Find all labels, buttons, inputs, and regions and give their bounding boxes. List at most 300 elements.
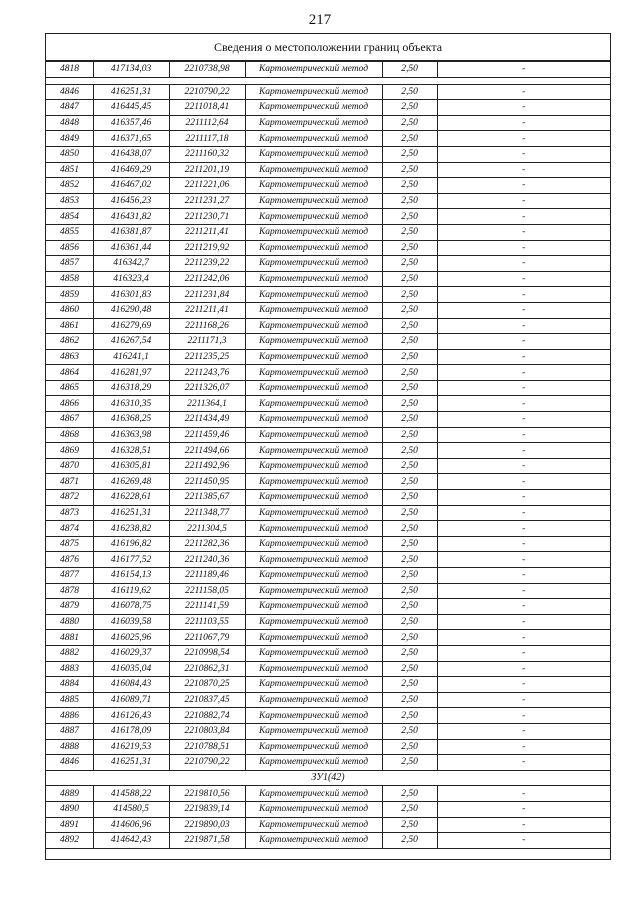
cell-x: 416119,62: [93, 583, 169, 599]
cell-x: 416084,43: [93, 677, 169, 693]
cell-y: 2211450,95: [169, 474, 245, 490]
cell-method: Картометрический метод: [245, 412, 382, 428]
cell-method: Картометрический метод: [245, 692, 382, 708]
cell-y: 2211211,41: [169, 302, 245, 318]
cell-x: 416177,52: [93, 552, 169, 568]
cell-x: 416089,71: [93, 692, 169, 708]
cell-y: 2210870,25: [169, 677, 245, 693]
cell-method: Картометрический метод: [245, 786, 382, 802]
cell-accuracy: 2,50: [382, 162, 437, 178]
cell-x: 416281,97: [93, 365, 169, 381]
cell-point: 4860: [46, 302, 93, 318]
cell-note: -: [437, 817, 610, 833]
cell-method: Картометрический метод: [245, 661, 382, 677]
cell-x: 416361,44: [93, 240, 169, 256]
cell-accuracy: 2,50: [382, 536, 437, 552]
cell-accuracy: 2,50: [382, 62, 437, 78]
table-row: [46, 271, 610, 287]
cell-note: -: [437, 412, 610, 428]
cell-y: 2211141,59: [169, 599, 245, 615]
cell-y: 2211201,19: [169, 162, 245, 178]
table-row: [46, 786, 610, 802]
cell-y: 2210790,22: [169, 84, 245, 100]
cell-note: -: [437, 209, 610, 225]
cell-accuracy: 2,50: [382, 614, 437, 630]
cell-accuracy: 2,50: [382, 786, 437, 802]
table-row: [46, 349, 610, 365]
cell-point: 4864: [46, 365, 93, 381]
cell-method: Картометрический метод: [245, 240, 382, 256]
cell-method: Картометрический метод: [245, 645, 382, 661]
cell-accuracy: 2,50: [382, 739, 437, 755]
cell-x: 416035,04: [93, 661, 169, 677]
table-row: [46, 62, 610, 78]
cell-note: -: [437, 62, 610, 78]
cell-accuracy: 2,50: [382, 380, 437, 396]
table-row: [46, 380, 610, 396]
table-row: [46, 162, 610, 178]
cell-accuracy: 2,50: [382, 583, 437, 599]
cell-accuracy: 2,50: [382, 146, 437, 162]
cell-x: 416323,4: [93, 271, 169, 287]
table-row: [46, 568, 610, 584]
table-row: [46, 817, 610, 833]
cell-method: Картометрический метод: [245, 302, 382, 318]
cell-y: 2211221,06: [169, 178, 245, 194]
cell-note: -: [437, 146, 610, 162]
cell-method: Картометрический метод: [245, 100, 382, 116]
cell-method: Картометрический метод: [245, 209, 382, 225]
cell-point: 4884: [46, 677, 93, 693]
cell-point: 4885: [46, 692, 93, 708]
cell-method: Картометрический метод: [245, 84, 382, 100]
table-row: [46, 84, 610, 100]
cell-x: 416368,25: [93, 412, 169, 428]
cell-note: -: [437, 427, 610, 443]
cell-method: Картометрический метод: [245, 365, 382, 381]
table-row: [46, 614, 610, 630]
cell-method: Картометрический метод: [245, 614, 382, 630]
cell-note: -: [437, 193, 610, 209]
cell-point: 4846: [46, 755, 93, 771]
cell-accuracy: 2,50: [382, 224, 437, 240]
cell-point: 4855: [46, 224, 93, 240]
cell-point: 4870: [46, 458, 93, 474]
cell-accuracy: 2,50: [382, 490, 437, 506]
cell-y: 2219810,56: [169, 786, 245, 802]
table-row: [46, 474, 610, 490]
cell-x: 416078,75: [93, 599, 169, 615]
cell-y: 2211282,36: [169, 536, 245, 552]
cell-x: 416328,51: [93, 443, 169, 459]
cell-point: 4880: [46, 614, 93, 630]
cell-x: 417134,03: [93, 62, 169, 78]
cell-point: 4877: [46, 568, 93, 584]
cell-point: 4856: [46, 240, 93, 256]
table-row: [46, 365, 610, 381]
cell-note: -: [437, 380, 610, 396]
cell-x: 416267,54: [93, 334, 169, 350]
cell-accuracy: 2,50: [382, 645, 437, 661]
cell-y: 2211103,55: [169, 614, 245, 630]
cell-y: 2211230,71: [169, 209, 245, 225]
cell-y: 2219839,14: [169, 801, 245, 817]
table-row: [46, 458, 610, 474]
cell-accuracy: 2,50: [382, 630, 437, 646]
cell-note: -: [437, 443, 610, 459]
cell-accuracy: 2,50: [382, 100, 437, 116]
cell-note: -: [437, 100, 610, 116]
cell-point: 4858: [46, 271, 93, 287]
cell-note: -: [437, 708, 610, 724]
cell-y: 2211239,22: [169, 256, 245, 272]
cell-method: Картометрический метод: [245, 833, 382, 849]
cell-note: -: [437, 677, 610, 693]
table-row: [46, 334, 610, 350]
cell-point: 4886: [46, 708, 93, 724]
cell-method: Картометрический метод: [245, 146, 382, 162]
cell-method: Картометрический метод: [245, 552, 382, 568]
table-row: [46, 833, 610, 849]
cell-x: 414580,5: [93, 801, 169, 817]
table-row: [46, 536, 610, 552]
cell-y: 2210882,74: [169, 708, 245, 724]
table-row: [46, 427, 610, 443]
cell-x: 416357,46: [93, 115, 169, 131]
table-row: [46, 287, 610, 303]
cell-point: 4847: [46, 100, 93, 116]
cell-note: -: [437, 661, 610, 677]
spacer-cell: [46, 77, 610, 84]
table-row: [46, 630, 610, 646]
cell-point: 4853: [46, 193, 93, 209]
cell-method: Картометрический метод: [245, 380, 382, 396]
cell-method: Картометрический метод: [245, 521, 382, 537]
cell-accuracy: 2,50: [382, 302, 437, 318]
cell-point: 4890: [46, 801, 93, 817]
cell-note: -: [437, 178, 610, 194]
cell-method: Картометрический метод: [245, 458, 382, 474]
cell-point: 4876: [46, 552, 93, 568]
cell-note: -: [437, 396, 610, 412]
cell-x: 416290,48: [93, 302, 169, 318]
cell-accuracy: 2,50: [382, 427, 437, 443]
table-row: [46, 224, 610, 240]
cell-method: Картометрический метод: [245, 334, 382, 350]
cell-method: Картометрический метод: [245, 178, 382, 194]
cell-x: 416301,83: [93, 287, 169, 303]
cell-note: -: [437, 801, 610, 817]
cell-y: 2210738,98: [169, 62, 245, 78]
cell-note: -: [437, 505, 610, 521]
cell-point: 4882: [46, 645, 93, 661]
cell-x: 416363,98: [93, 427, 169, 443]
cell-note: -: [437, 302, 610, 318]
table-row: [46, 801, 610, 817]
cell-point: 4891: [46, 817, 93, 833]
cell-accuracy: 2,50: [382, 396, 437, 412]
cell-point: 4883: [46, 661, 93, 677]
cell-accuracy: 2,50: [382, 677, 437, 693]
cell-x: 416469,29: [93, 162, 169, 178]
cell-note: -: [437, 318, 610, 334]
cell-point: 4861: [46, 318, 93, 334]
cell-method: Картометрический метод: [245, 817, 382, 833]
table-row: [46, 692, 610, 708]
table-row: [46, 723, 610, 739]
table-row: [46, 396, 610, 412]
cell-x: 416039,58: [93, 614, 169, 630]
cell-y: 2210803,84: [169, 723, 245, 739]
cell-note: -: [437, 630, 610, 646]
cell-accuracy: 2,50: [382, 318, 437, 334]
cell-y: 2211459,46: [169, 427, 245, 443]
cell-accuracy: 2,50: [382, 817, 437, 833]
cell-x: 416381,87: [93, 224, 169, 240]
cell-point: 4874: [46, 521, 93, 537]
cell-method: Картометрический метод: [245, 162, 382, 178]
cell-y: 2211242,06: [169, 271, 245, 287]
table-row: [46, 115, 610, 131]
cell-y: 2211160,32: [169, 146, 245, 162]
cell-y: 2211240,36: [169, 552, 245, 568]
cell-y: 2211018,41: [169, 100, 245, 116]
cell-accuracy: 2,50: [382, 84, 437, 100]
cell-y: 2211168,26: [169, 318, 245, 334]
cell-x: 416318,29: [93, 380, 169, 396]
cell-point: 4849: [46, 131, 93, 147]
cell-method: Картометрический метод: [245, 318, 382, 334]
cell-point: 4892: [46, 833, 93, 849]
cell-y: 2211385,67: [169, 490, 245, 506]
cell-point: 4857: [46, 256, 93, 272]
cell-note: -: [437, 240, 610, 256]
cell-method: Картометрический метод: [245, 536, 382, 552]
cell-method: Картометрический метод: [245, 443, 382, 459]
cell-method: Картометрический метод: [245, 62, 382, 78]
table-row: [46, 521, 610, 537]
cell-x: 416431,82: [93, 209, 169, 225]
cell-note: -: [437, 614, 610, 630]
cell-method: Картометрический метод: [245, 755, 382, 771]
cell-accuracy: 2,50: [382, 661, 437, 677]
table-row: [46, 599, 610, 615]
cell-accuracy: 2,50: [382, 443, 437, 459]
table-row: [46, 661, 610, 677]
cell-y: 2211158,05: [169, 583, 245, 599]
cell-method: Картометрический метод: [245, 505, 382, 521]
cell-accuracy: 2,50: [382, 505, 437, 521]
cell-accuracy: 2,50: [382, 287, 437, 303]
cell-note: -: [437, 458, 610, 474]
cell-y: 2211492,96: [169, 458, 245, 474]
cell-x: 416178,09: [93, 723, 169, 739]
cell-note: -: [437, 568, 610, 584]
table-row: [46, 178, 610, 194]
cell-x: 416269,48: [93, 474, 169, 490]
table-row: [46, 552, 610, 568]
empty-spacer-row: [46, 77, 610, 84]
cell-method: Картометрический метод: [245, 256, 382, 272]
cell-y: 2211219,92: [169, 240, 245, 256]
section-row: [46, 770, 610, 786]
cell-accuracy: 2,50: [382, 349, 437, 365]
table-row: [46, 739, 610, 755]
cell-note: -: [437, 755, 610, 771]
cell-accuracy: 2,50: [382, 412, 437, 428]
cell-point: 4869: [46, 443, 93, 459]
cell-x: 416126,43: [93, 708, 169, 724]
cell-note: -: [437, 692, 610, 708]
cell-note: -: [437, 739, 610, 755]
cell-note: -: [437, 115, 610, 131]
cell-x: 416238,82: [93, 521, 169, 537]
cell-method: Картометрический метод: [245, 287, 382, 303]
coordinates-table: [46, 61, 610, 849]
cell-note: -: [437, 349, 610, 365]
cell-note: -: [437, 786, 610, 802]
cell-y: 2211231,84: [169, 287, 245, 303]
cell-accuracy: 2,50: [382, 131, 437, 147]
table-row: [46, 318, 610, 334]
cell-point: 4872: [46, 490, 93, 506]
cell-x: 416371,65: [93, 131, 169, 147]
table-row: [46, 583, 610, 599]
cell-note: -: [437, 224, 610, 240]
cell-accuracy: 2,50: [382, 365, 437, 381]
coordinates-table-body: [46, 62, 610, 849]
cell-point: 4889: [46, 786, 93, 802]
cell-method: Картометрический метод: [245, 599, 382, 615]
cell-point: 4846: [46, 84, 93, 100]
cell-y: 2210998,54: [169, 645, 245, 661]
cell-method: Картометрический метод: [245, 224, 382, 240]
cell-x: 416154,13: [93, 568, 169, 584]
cell-y: 2211235,25: [169, 349, 245, 365]
cell-point: 4851: [46, 162, 93, 178]
cell-method: Картометрический метод: [245, 723, 382, 739]
cell-x: 414642,43: [93, 833, 169, 849]
table-row: [46, 490, 610, 506]
cell-x: 416445,45: [93, 100, 169, 116]
cell-x: 416251,31: [93, 755, 169, 771]
cell-y: 2211494,66: [169, 443, 245, 459]
cell-note: -: [437, 474, 610, 490]
cell-method: Картометрический метод: [245, 583, 382, 599]
cell-accuracy: 2,50: [382, 723, 437, 739]
section-label: ЗУ1(42): [46, 770, 610, 786]
cell-point: 4850: [46, 146, 93, 162]
cell-point: 4888: [46, 739, 93, 755]
cell-accuracy: 2,50: [382, 568, 437, 584]
cell-method: Картометрический метод: [245, 474, 382, 490]
cell-point: 4852: [46, 178, 93, 194]
cell-note: -: [437, 490, 610, 506]
cell-point: 4873: [46, 505, 93, 521]
table-row: [46, 755, 610, 771]
cell-point: 4863: [46, 349, 93, 365]
cell-accuracy: 2,50: [382, 271, 437, 287]
cell-accuracy: 2,50: [382, 115, 437, 131]
table-row: [46, 209, 610, 225]
cell-method: Картометрический метод: [245, 490, 382, 506]
table-row: [46, 256, 610, 272]
cell-accuracy: 2,50: [382, 256, 437, 272]
cell-accuracy: 2,50: [382, 334, 437, 350]
cell-x: 416438,07: [93, 146, 169, 162]
cell-point: 4878: [46, 583, 93, 599]
cell-x: 416342,7: [93, 256, 169, 272]
cell-accuracy: 2,50: [382, 708, 437, 724]
cell-method: Картометрический метод: [245, 427, 382, 443]
cell-accuracy: 2,50: [382, 178, 437, 194]
table-row: [46, 193, 610, 209]
cell-note: -: [437, 521, 610, 537]
cell-accuracy: 2,50: [382, 521, 437, 537]
cell-y: 2210862,31: [169, 661, 245, 677]
cell-method: Картометрический метод: [245, 271, 382, 287]
cell-accuracy: 2,50: [382, 458, 437, 474]
table-row: [46, 505, 610, 521]
cell-note: -: [437, 645, 610, 661]
cell-method: Картометрический метод: [245, 630, 382, 646]
cell-point: 4868: [46, 427, 93, 443]
cell-y: 2211112,64: [169, 115, 245, 131]
cell-note: -: [437, 131, 610, 147]
cell-y: 2211364,1: [169, 396, 245, 412]
cell-accuracy: 2,50: [382, 552, 437, 568]
table-row: [46, 677, 610, 693]
cell-y: 2211304,5: [169, 521, 245, 537]
cell-x: 416251,31: [93, 505, 169, 521]
cell-note: -: [437, 536, 610, 552]
cell-note: -: [437, 84, 610, 100]
table-row: [46, 302, 610, 318]
cell-method: Картометрический метод: [245, 115, 382, 131]
cell-x: 416279,69: [93, 318, 169, 334]
table-row: [46, 100, 610, 116]
cell-y: 2210790,22: [169, 755, 245, 771]
table-header-title: Сведения о местоположении границ объекта: [46, 34, 610, 61]
cell-accuracy: 2,50: [382, 474, 437, 490]
cell-point: 4887: [46, 723, 93, 739]
cell-y: 2211326,07: [169, 380, 245, 396]
cell-method: Картометрический метод: [245, 349, 382, 365]
cell-point: 4879: [46, 599, 93, 615]
cell-x: 416241,1: [93, 349, 169, 365]
table-row: [46, 708, 610, 724]
cell-note: -: [437, 162, 610, 178]
cell-note: -: [437, 723, 610, 739]
cell-point: 4866: [46, 396, 93, 412]
cell-x: 416251,31: [93, 84, 169, 100]
cell-method: Картометрический метод: [245, 677, 382, 693]
cell-accuracy: 2,50: [382, 240, 437, 256]
cell-x: 416310,35: [93, 396, 169, 412]
cell-y: 2211171,3: [169, 334, 245, 350]
cell-note: -: [437, 334, 610, 350]
cell-x: 416029,37: [93, 645, 169, 661]
table-row: [46, 131, 610, 147]
boundary-table-frame: [45, 33, 611, 860]
cell-y: 2211189,46: [169, 568, 245, 584]
cell-method: Картометрический метод: [245, 568, 382, 584]
cell-method: Картометрический метод: [245, 193, 382, 209]
cell-point: 4875: [46, 536, 93, 552]
table-row: [46, 146, 610, 162]
cell-accuracy: 2,50: [382, 599, 437, 615]
cell-accuracy: 2,50: [382, 193, 437, 209]
